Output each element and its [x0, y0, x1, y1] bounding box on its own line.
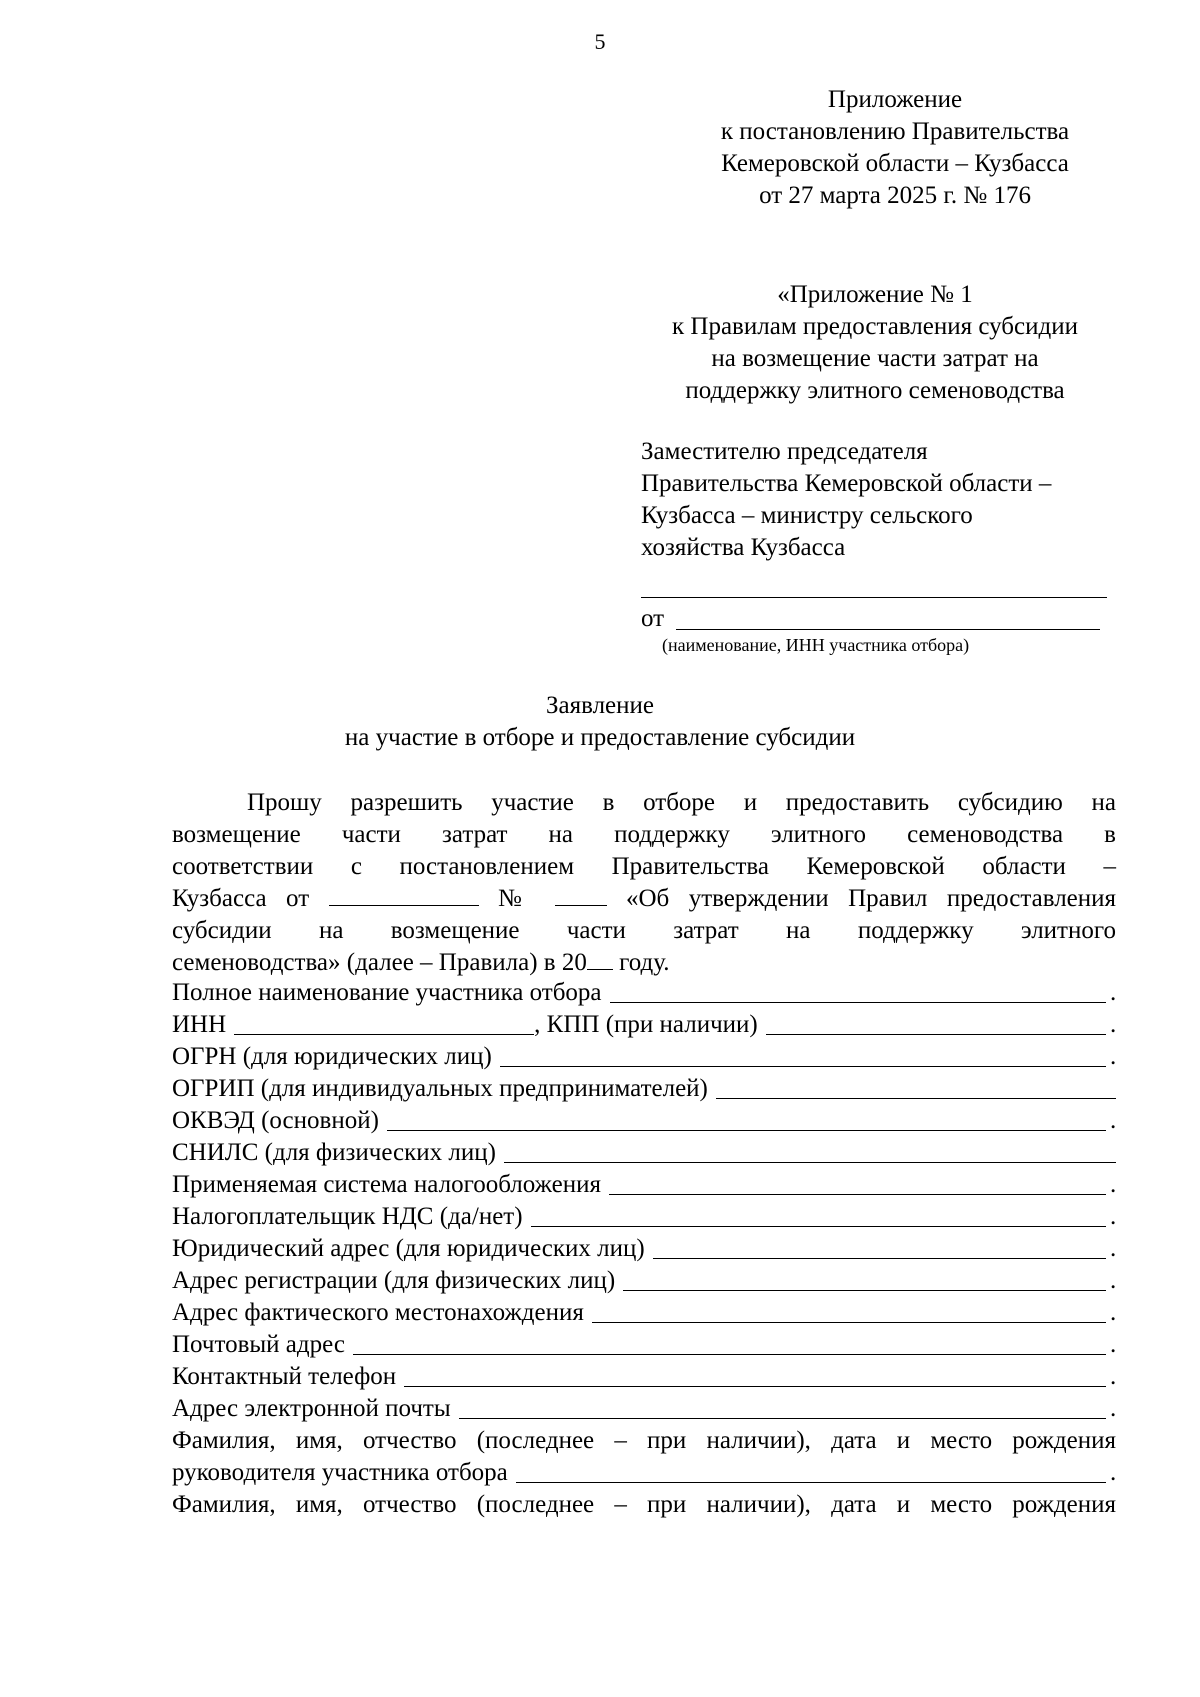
- appendix-header-line: Кемеровской области – Кузбасса: [721, 150, 1069, 177]
- decree-date-blank[interactable]: [329, 883, 479, 906]
- email-blank[interactable]: [459, 1417, 1106, 1419]
- field-legal-address: [172, 1233, 1116, 1265]
- field-label: Полное наименование участника отбора: [172, 979, 602, 1006]
- appendix-header-line: Приложение: [827, 86, 963, 113]
- appendix-rules-line: «Приложение № 1: [777, 281, 973, 308]
- field-period: .: [1110, 1363, 1117, 1390]
- field-label: Налогоплательщик НДС (да/нет): [172, 1203, 523, 1230]
- head-info-line: Фамилия, имя, отчество (последнее – при наличии), дата и место рождения: [172, 1427, 1116, 1454]
- from-blank-line[interactable]: [676, 629, 1100, 630]
- field-label: Адрес фактического местонахождения: [172, 1299, 584, 1326]
- field-label: Применяемая система налогообложения: [172, 1171, 601, 1198]
- appendix-rules-header: [626, 279, 1124, 407]
- registration-address-blank[interactable]: [623, 1289, 1106, 1291]
- field-label: руководителя участника отбора: [172, 1459, 508, 1486]
- ogrip-blank[interactable]: [716, 1097, 1116, 1099]
- paragraph-text: году.: [619, 949, 670, 976]
- field-label: Юридический адрес (для юридических лиц): [172, 1235, 645, 1262]
- request-paragraph: [172, 787, 1116, 979]
- postal-address-blank[interactable]: [353, 1353, 1106, 1355]
- field-period: .: [1110, 1043, 1117, 1070]
- appendix-rules-line: поддержку элитного семеноводства: [685, 377, 1065, 404]
- appendix-header: [630, 84, 1160, 212]
- field-period: .: [1110, 1395, 1117, 1422]
- field-period: .: [1110, 1107, 1117, 1134]
- phone-blank[interactable]: [404, 1385, 1106, 1387]
- snils-blank[interactable]: [504, 1161, 1116, 1163]
- field-tax-system: [172, 1169, 1116, 1201]
- field-full-name: [172, 977, 1116, 1009]
- from-caption: (наименование, ИНН участника отбора): [662, 635, 970, 655]
- field-actual-address: [172, 1297, 1116, 1329]
- field-snils: [172, 1137, 1116, 1169]
- addressee-line: хозяйства Кузбасса: [641, 534, 846, 561]
- paragraph-text: «Об утверждении Правил предоставления: [626, 885, 1117, 912]
- head-info-blank[interactable]: [516, 1481, 1106, 1483]
- field-period: .: [1110, 1299, 1117, 1326]
- paragraph-text: семеноводства» (далее – Правила) в 20: [172, 949, 587, 976]
- tax-system-blank[interactable]: [609, 1193, 1106, 1195]
- field-period: .: [1110, 1459, 1117, 1486]
- field-label: ОГРН (для юридических лиц): [172, 1043, 492, 1070]
- document-title: [0, 690, 1200, 754]
- ogrn-blank[interactable]: [500, 1065, 1106, 1067]
- field-period: .: [1110, 1171, 1117, 1198]
- field-vat: [172, 1201, 1116, 1233]
- appendix-rules-line: на возмещение части затрат на: [711, 345, 1039, 372]
- field-label: Контактный телефон: [172, 1363, 397, 1390]
- addressee-line: Правительства Кемеровской области –: [641, 470, 1052, 497]
- addressee-line: Заместителю председателя: [641, 438, 928, 465]
- next-info-line: Фамилия, имя, отчество (последнее – при наличии), дата и место рождения: [172, 1491, 1116, 1518]
- appendix-header-line: к постановлению Правительства: [720, 118, 1070, 145]
- field-label: Почтовый адрес: [172, 1331, 345, 1358]
- inn-blank[interactable]: [234, 1033, 534, 1035]
- paragraph-line: [172, 947, 1116, 979]
- paragraph-line: возмещение части затрат на поддержку элитного семеноводства в: [172, 821, 1116, 848]
- field-label: СНИЛС (для физических лиц): [172, 1139, 496, 1166]
- field-label: , КПП (при наличии): [534, 1011, 758, 1038]
- page-number: 5: [594, 29, 606, 54]
- actual-address-blank[interactable]: [592, 1321, 1106, 1323]
- title-line: Заявление: [545, 692, 655, 719]
- field-postal-address: [172, 1329, 1116, 1361]
- field-period: .: [1110, 1235, 1117, 1262]
- year-blank[interactable]: [587, 947, 613, 970]
- field-label: ОГРИП (для индивидуальных предпринимателей): [172, 1075, 708, 1102]
- field-period: .: [1110, 1011, 1117, 1038]
- field-okved: [172, 1105, 1116, 1137]
- paragraph-line: Прошу разрешить участие в отборе и предоставить субсидию на: [247, 789, 1116, 816]
- field-period: .: [1110, 1331, 1117, 1358]
- field-registration-address: [172, 1265, 1116, 1297]
- signature-blank-line[interactable]: [641, 597, 1107, 598]
- addressee-block: [641, 436, 1111, 564]
- field-label: ИНН: [172, 1011, 227, 1038]
- field-period: .: [1110, 979, 1117, 1006]
- vat-blank[interactable]: [531, 1225, 1106, 1227]
- paragraph-text: №: [498, 885, 536, 912]
- paragraph-text: Кузбасса от: [172, 885, 310, 912]
- field-phone: [172, 1361, 1116, 1393]
- field-period: .: [1110, 1203, 1117, 1230]
- okved-blank[interactable]: [387, 1129, 1106, 1131]
- field-inn-kpp: [172, 1009, 1116, 1041]
- addressee-line: Кузбасса – министру сельского: [641, 502, 973, 529]
- full-name-blank[interactable]: [610, 1001, 1106, 1003]
- appendix-header-line: от 27 марта 2025 г. № 176: [759, 182, 1031, 209]
- paragraph-line: соответствии с постановлением Правительства Кемеровской области –: [172, 853, 1116, 880]
- field-email: [172, 1393, 1116, 1425]
- kpp-blank[interactable]: [766, 1033, 1106, 1035]
- title-line: на участие в отборе и предоставление субсидии: [344, 724, 856, 751]
- applicant-fields: [172, 977, 1116, 1521]
- paragraph-line: субсидии на возмещение части затрат на поддержку элитного: [172, 917, 1116, 944]
- field-head-info: [172, 1457, 1116, 1489]
- field-label: Адрес электронной почты: [172, 1395, 451, 1422]
- field-period: .: [1110, 1267, 1117, 1294]
- field-label: ОКВЭД (основной): [172, 1107, 379, 1134]
- paragraph-line: [172, 883, 1116, 915]
- field-ogrn: [172, 1041, 1116, 1073]
- field-ogrip: [172, 1073, 1116, 1105]
- appendix-rules-line: к Правилам предоставления субсидии: [672, 313, 1078, 340]
- legal-address-blank[interactable]: [653, 1257, 1106, 1259]
- decree-number-blank[interactable]: [555, 883, 607, 906]
- field-label: Адрес регистрации (для физических лиц): [172, 1267, 616, 1294]
- from-label: от: [641, 605, 665, 632]
